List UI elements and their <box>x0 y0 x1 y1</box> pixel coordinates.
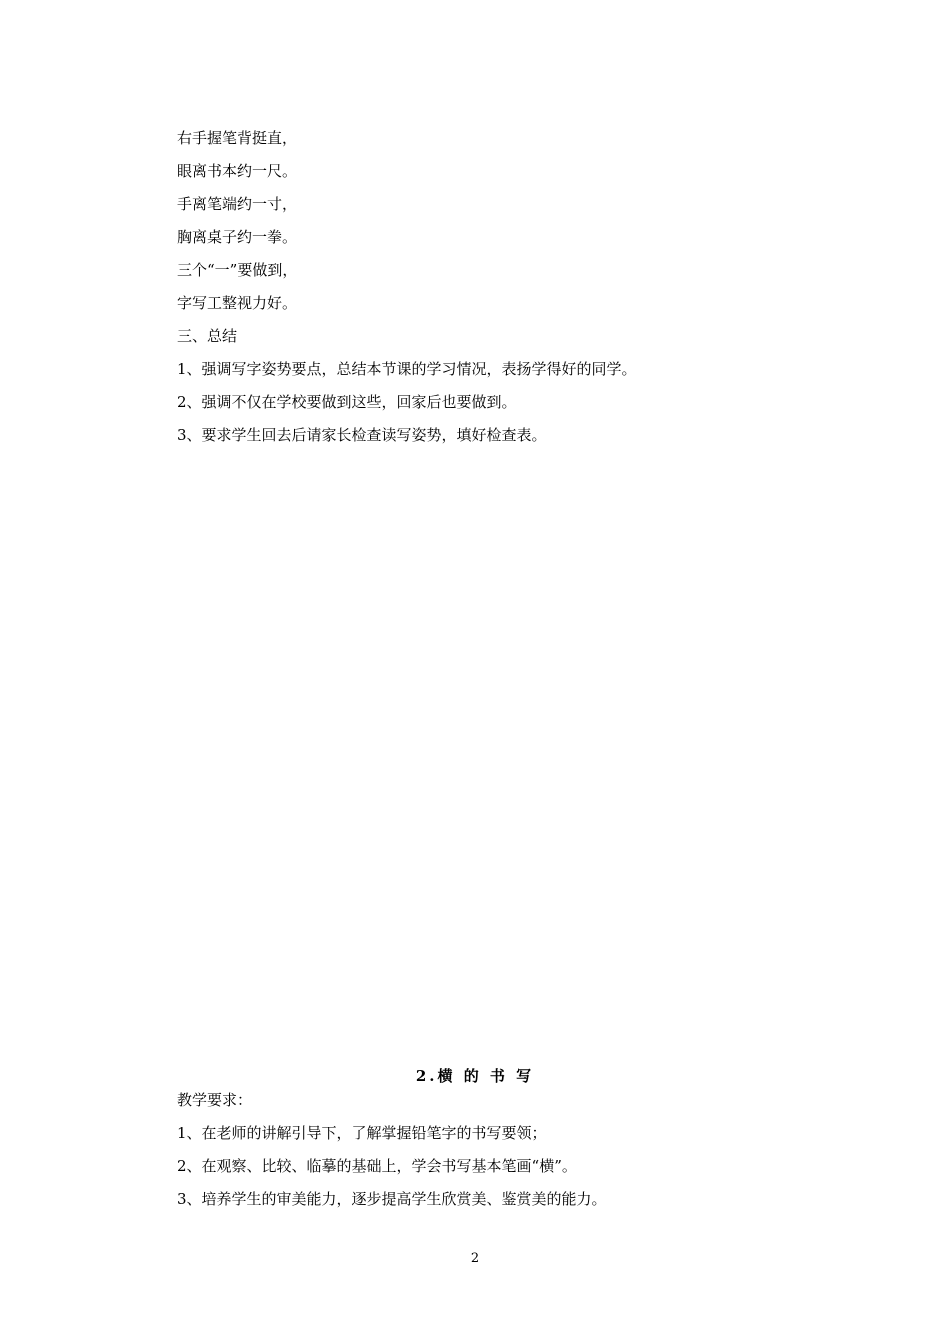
requirement-item-2: 2、在观察、比较、临摹的基础上，学会书写基本笔画“横”。 <box>177 1157 577 1175</box>
verse-line-3: 手离笔端约一寸， <box>177 195 298 213</box>
verse-line-6: 字写工整视力好。 <box>177 294 298 312</box>
summary-item-1: 1、强调写字姿势要点，总结本节课的学习情况，表扬学得好的同学。 <box>177 360 637 378</box>
verse-line-5: 三个“一”要做到， <box>177 261 298 279</box>
summary-item-2: 2、强调不仅在学校要做到这些，回家后也要做到。 <box>177 393 517 411</box>
lesson-title: 2.横 的 书 写 <box>415 1067 535 1085</box>
requirement-item-1: 1、在老师的讲解引导下，了解掌握铅笔字的书写要领； <box>177 1124 547 1142</box>
requirement-item-3: 3、培养学生的审美能力，逐步提高学生欣赏美、鉴赏美的能力。 <box>177 1190 607 1208</box>
verse-line-4: 胸离桌子约一拳。 <box>177 228 298 246</box>
section-heading-summary: 三、总结 <box>177 327 238 345</box>
page-number: 2 <box>470 1251 480 1266</box>
verse-line-1: 右手握笔背挺直， <box>177 129 298 147</box>
verse-line-2: 眼离书本约一尺。 <box>177 162 298 180</box>
requirements-label: 教学要求： <box>177 1091 253 1109</box>
summary-item-3: 3、要求学生回去后请家长检查读写姿势，填好检查表。 <box>177 426 547 444</box>
